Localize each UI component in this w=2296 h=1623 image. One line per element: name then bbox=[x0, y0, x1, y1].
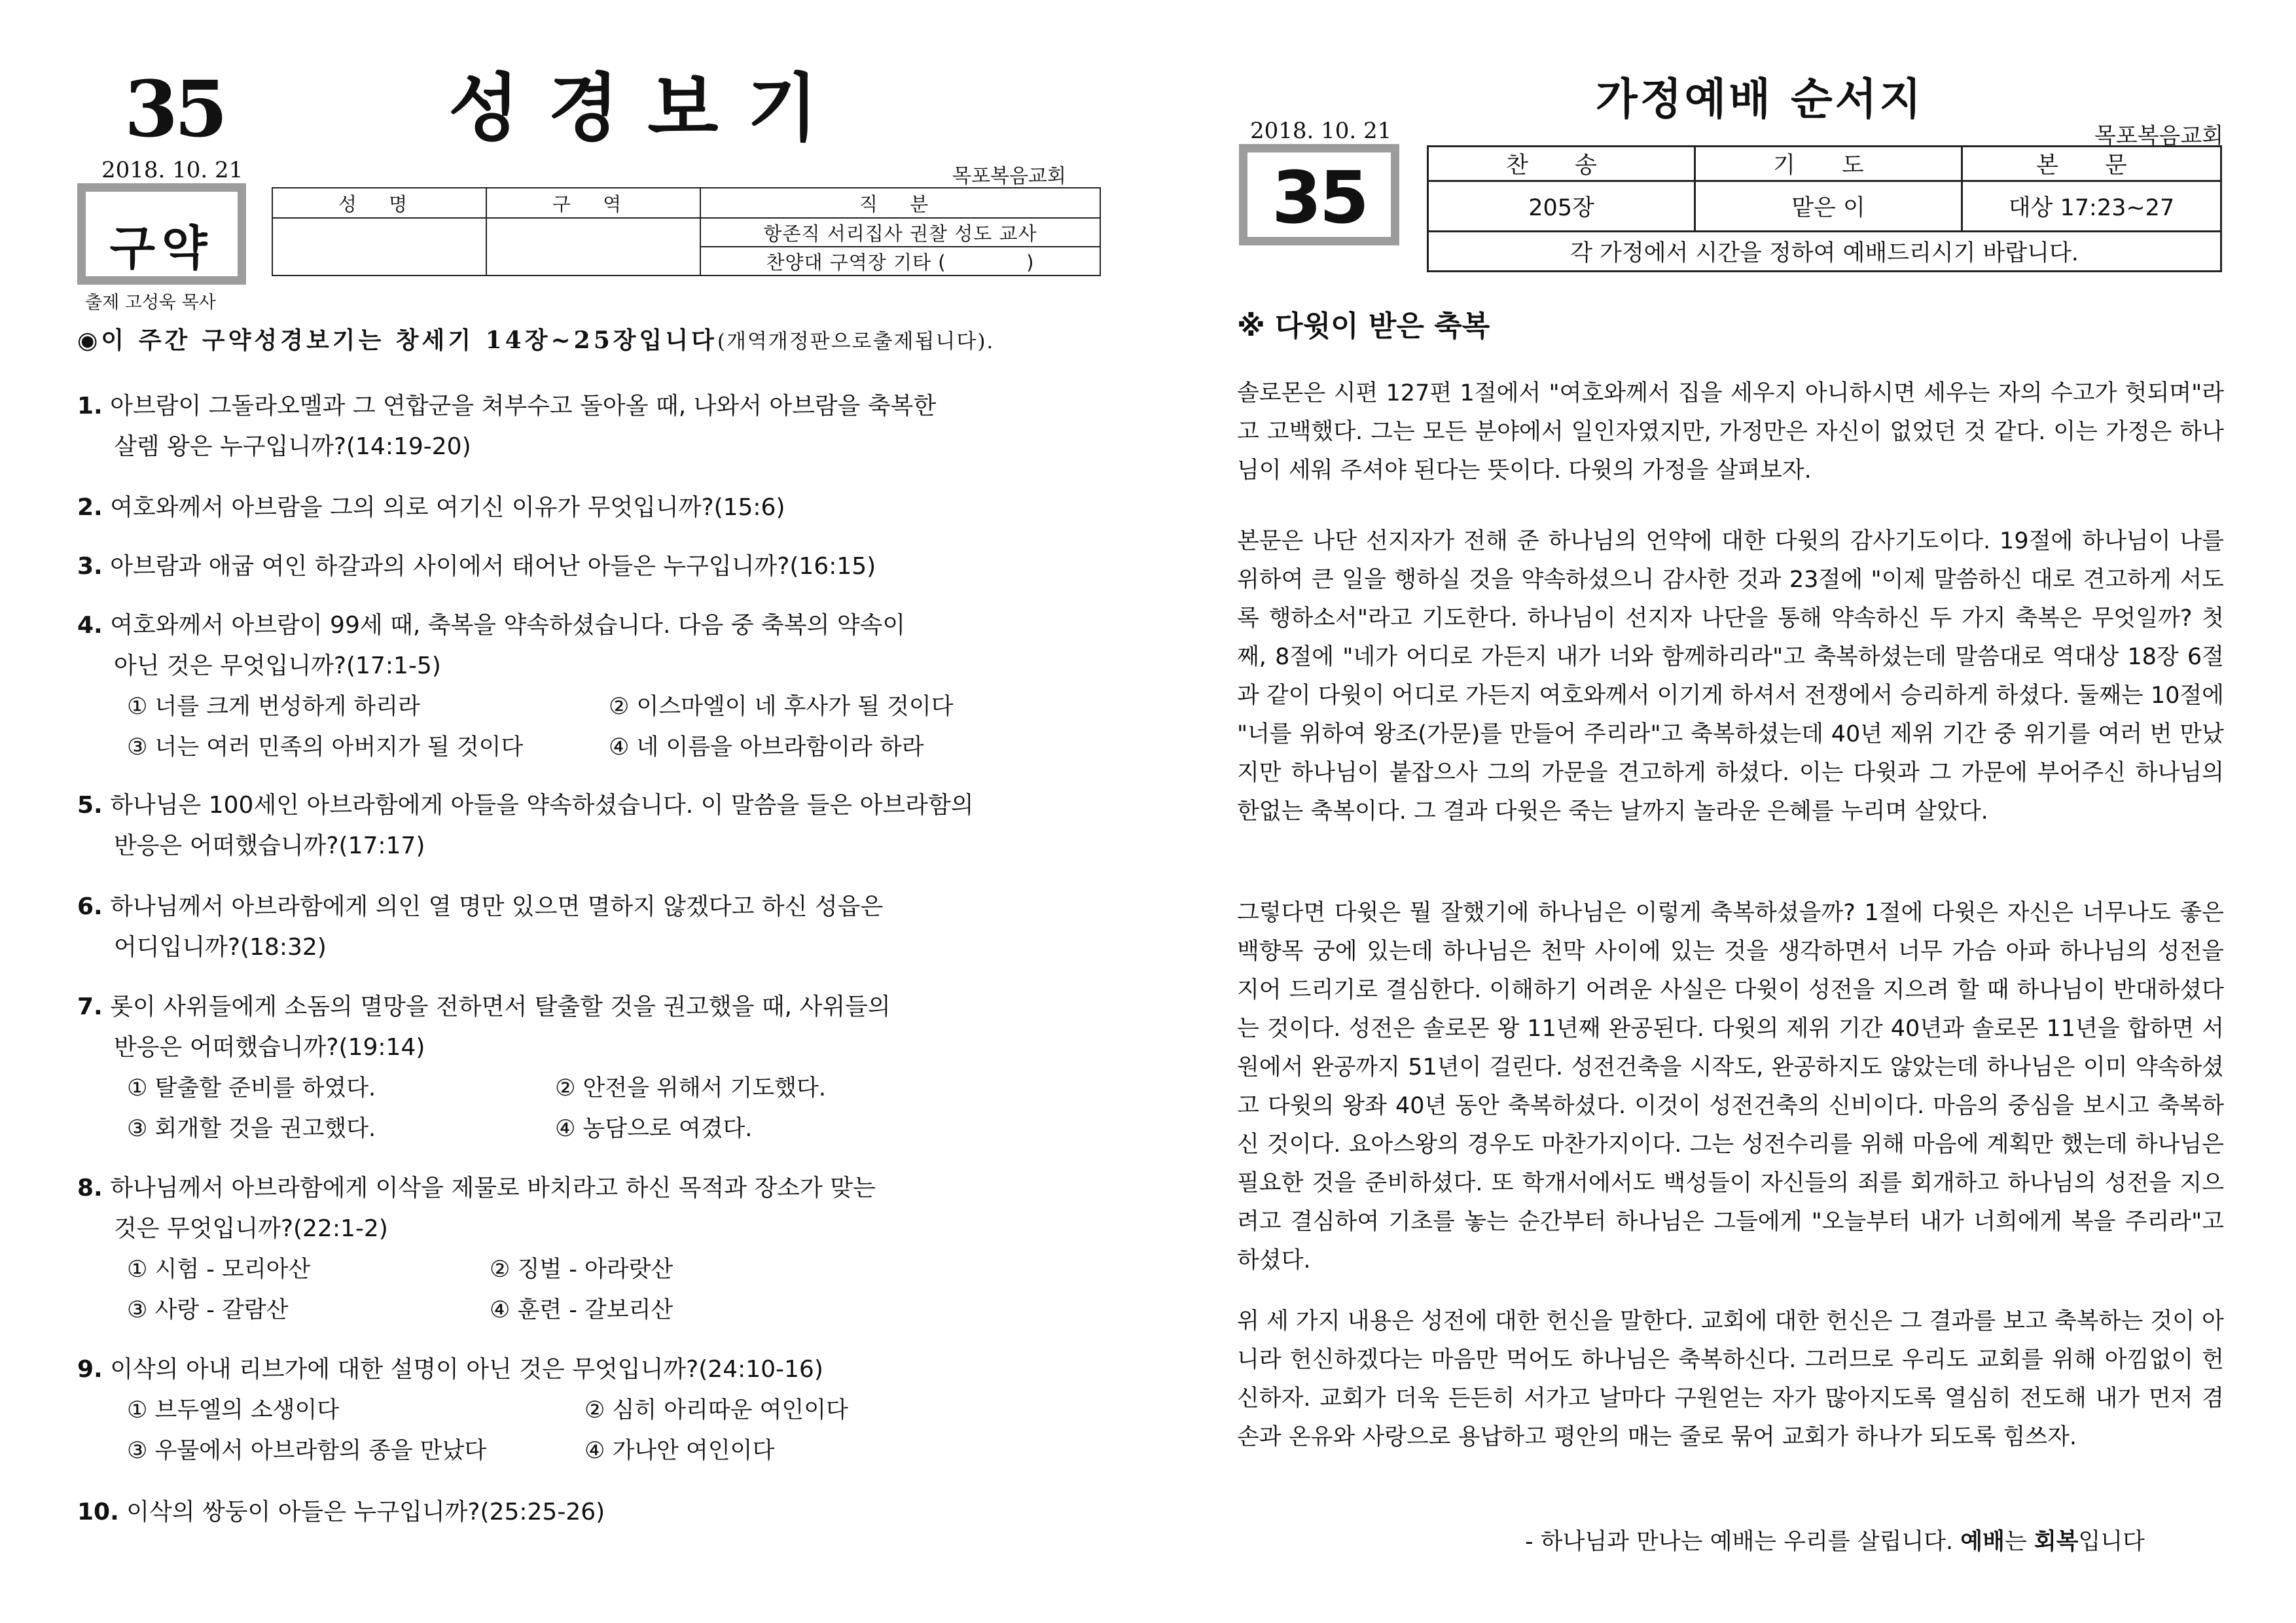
worship-date: 2018. 10. 21 bbox=[1250, 118, 1392, 144]
options-row bbox=[77, 1249, 1111, 1290]
hymn-header: 찬 송 bbox=[1428, 147, 1695, 181]
name-header: 성 명 bbox=[272, 188, 486, 218]
question-item bbox=[77, 546, 1111, 587]
question-text: 하나님께서 아브라함에게 의인 열 명만 있으면 멸하지 않겠다고 하신 성읍은 bbox=[110, 893, 884, 920]
question-text: 롯이 사위들에게 소돔의 멸망을 전하면서 탈출할 것을 권고했을 때, 사위들의 bbox=[110, 993, 891, 1020]
option: ② 심히 아리따운 여인이다 bbox=[584, 1397, 848, 1423]
options-row bbox=[77, 1390, 1111, 1431]
question-number: 5. bbox=[77, 792, 103, 819]
question-item bbox=[77, 987, 1111, 1149]
question-text: 여호와께서 아브람이 99세 때, 축복을 약속하셨습니다. 다음 중 축복의 약속이 bbox=[110, 612, 906, 639]
role-options-line2: 찬양대 구역장 기타 ( ) bbox=[700, 247, 1100, 276]
page-title: 성경보기 bbox=[448, 65, 847, 151]
closing-text: - 하나님과 만나는 예배는 우리를 살립니다. bbox=[1525, 1529, 1961, 1555]
worship-title: 가정예배 순서지 bbox=[1596, 74, 1924, 124]
intro-line bbox=[77, 322, 994, 355]
role-options-line1: 항존직 서리집사 권찰 성도 교사 bbox=[700, 218, 1100, 247]
option: ① 너를 크게 번성하게 하리라 bbox=[127, 694, 420, 720]
option: ② 징벌 - 아라랏산 bbox=[490, 1257, 673, 1283]
question-text-cont: 반응은 어떠했습니까?(19:14) bbox=[114, 1034, 425, 1061]
options-row bbox=[77, 1431, 1111, 1471]
question-text-cont: 아닌 것은 무엇입니까?(17:1-5) bbox=[114, 652, 441, 679]
question-item bbox=[77, 488, 1111, 528]
church-name: 목포복음교회 bbox=[952, 165, 1066, 188]
issue-number: 35 bbox=[124, 63, 224, 154]
question-text: 이삭의 아내 리브가에 대한 설명이 아닌 것은 무엇입니까?(24:10-16) bbox=[110, 1356, 823, 1383]
issue-number: 35 bbox=[1271, 156, 1367, 240]
question-text-cont: 어디입니까?(18:32) bbox=[114, 934, 327, 961]
question-number: 7. bbox=[77, 993, 103, 1020]
question-text: 하나님께서 아브라함에게 이삭을 제물로 바치라고 하신 목적과 장소가 맞는 bbox=[110, 1175, 876, 1202]
closing-line bbox=[1525, 1524, 2145, 1556]
role-header: 직 분 bbox=[700, 188, 1100, 218]
intro-main: ◉이 주간 구약성경보기는 창세기 14장~25장입니다 bbox=[77, 327, 717, 354]
scripture-value: 대상 17:23~27 bbox=[1962, 181, 2221, 232]
option: ② 이스마엘이 네 후사가 될 것이다 bbox=[609, 694, 954, 720]
question-item bbox=[77, 605, 1111, 768]
option: ④ 훈련 - 갈보리산 bbox=[490, 1297, 673, 1323]
option: ③ 우물에서 아브라함의 종을 만났다 bbox=[127, 1438, 487, 1464]
question-text: 여호와께서 아브람을 그의 의로 여기신 이유가 무엇입니까?(15:6) bbox=[110, 494, 785, 521]
option: ② 안전을 위해서 기도했다. bbox=[555, 1075, 826, 1101]
option: ① 탈출할 준비를 하였다. bbox=[127, 1075, 376, 1101]
sermon-paragraph: 솔로몬은 시편 127편 1절에서 "여호와께서 집을 세우지 아니하시면 세우는 자의 수고가 헛되며"라고 고백했다. 그는 모든 분야에서 일인자였지만, 가정만은 자신이 없었던 것 같다. 이는 가정은 하나님이 세워 주셔야 된다는 뜻이다. 다윗의 가정을 살펴보자. bbox=[1237, 380, 2224, 484]
option: ③ 회개할 것을 권고했다. bbox=[127, 1116, 376, 1142]
question-text-cont: 살렘 왕은 누구입니까?(14:19-20) bbox=[114, 433, 471, 460]
question-number: 2. bbox=[77, 494, 103, 521]
question-item bbox=[77, 1168, 1111, 1330]
question-text: 아브람이 그돌라오멜과 그 연합군을 쳐부수고 돌아올 때, 나와서 아브람을 축복한 bbox=[110, 393, 937, 419]
question-number: 9. bbox=[77, 1356, 103, 1383]
church-name: 목포복음교회 bbox=[2094, 123, 2224, 149]
options-row bbox=[77, 1109, 1111, 1149]
question-text-cont: 것은 무엇입니까?(22:1-2) bbox=[114, 1215, 388, 1242]
question-item bbox=[77, 887, 1111, 968]
author-credit: 출제 고성욱 목사 bbox=[85, 293, 216, 313]
options-row bbox=[77, 1290, 1111, 1330]
option: ④ 농담으로 여겼다. bbox=[555, 1116, 753, 1142]
district-header: 구 역 bbox=[486, 188, 700, 218]
testament-badge bbox=[77, 183, 246, 285]
prayer-header: 기 도 bbox=[1695, 147, 1962, 181]
hymn-value: 205장 bbox=[1428, 181, 1695, 232]
option: ④ 네 이름을 아브라함이라 하라 bbox=[609, 734, 924, 760]
sermon-heading: ※ 다윗이 받은 축복 bbox=[1237, 310, 1490, 343]
question-item bbox=[77, 386, 1111, 467]
question-number: 6. bbox=[77, 893, 103, 920]
intro-paren: (개역개정판으로출제됩니다). bbox=[717, 330, 995, 353]
question-text: 이삭의 쌍둥이 아들은 누구입니까?(25:25-26) bbox=[126, 1499, 605, 1525]
scripture-header: 본 문 bbox=[1962, 147, 2221, 181]
question-number: 1. bbox=[77, 393, 103, 419]
option: ① 브두엘의 소생이다 bbox=[127, 1397, 340, 1423]
closing-text: 는 bbox=[2004, 1529, 2034, 1555]
options-row bbox=[77, 687, 1111, 727]
question-item bbox=[77, 1492, 1111, 1533]
question-text: 아브람과 애굽 여인 하갈과의 사이에서 태어난 아들은 누구입니까?(16:15) bbox=[110, 553, 876, 580]
schedule-note: 각 가정에서 시간을 정하여 예배드리시기 바랍니다. bbox=[1428, 232, 2221, 272]
worship-order-table bbox=[1427, 145, 2222, 272]
question-text: 하나님은 100세인 아브라함에게 아들을 약속하셨습니다. 이 말씀을 들은 아브라함의 bbox=[110, 792, 974, 819]
respondent-info-table bbox=[272, 187, 1101, 276]
option: ④ 가나안 여인이다 bbox=[584, 1438, 775, 1464]
option: ③ 사랑 - 갈람산 bbox=[127, 1297, 289, 1323]
sermon-paragraph: 그렇다면 다윗은 뭘 잘했기에 하나님은 이렇게 축복하셨을까? 1절에 다윗은 자신은 너무나도 좋은 백향목 궁에 있는데 하나님은 천막 사이에 있는 것을 생각하면서 너무 가슴 아파 하나님의 성전을 지어 드리기로 결심한다. 이해하기 어려운 사실은 다윗이 성전을 지으려 할 때 하나님이 반대하셨다는 것이다. 성전은 솔로몬 왕 11년째 완공된다. 다윗의 제위 기간 40년과 솔로몬 11년을 합하면 서원에서 완공까지 51년이 걸린다. 성전건축을 시작도, 완공하지도 않았는데 하나님은 이미 약속하셨고 다윗의 왕좌 40년 동안 축복하셨다. 이것이 성전건축의 신비이다. 마음의 중심을 보시고 축복하신 것이다. 요아스왕의 경우도 마찬가지이다. 그는 성전수리를 위해 마음에 계획만 했는데 하나님은 필요한 것을 준비하셨다. 또 학개서에서도 백성들이 자신들의 죄를 회개하고 하나님의 성전을 지으려고 결심하여 기초를 놓는 순간부터 하나님은 그들에게 "오늘부터 내가 너희에게 복을 주리라"고 하셨다. bbox=[1237, 900, 2224, 1274]
sermon-paragraph: 위 세 가지 내용은 성전에 대한 헌신을 말한다. 교회에 대한 헌신은 그 결과를 보고 축복하는 것이 아니라 헌신하겠다는 마음만 먹어도 하나님은 축복하신다. 그러므로 우리도 교회를 위해 아낌없이 헌신하자. 교회가 더욱 든든히 서가고 날마다 구원얻는 자가 많아지도록 열심히 전도해 내가 먼저 겸손과 온유와 사랑으로 용납하고 평안의 매는 줄로 묶어 교회가 하나가 되도록 힘쓰자. bbox=[1237, 1308, 2224, 1450]
name-field[interactable] bbox=[272, 218, 486, 276]
closing-text: 입니다 bbox=[2078, 1529, 2145, 1555]
options-row bbox=[77, 1068, 1111, 1109]
prayer-value: 맡은 이 bbox=[1695, 181, 1962, 232]
question-number: 8. bbox=[77, 1175, 103, 1202]
question-text-cont: 반응은 어떠했습니까?(17:17) bbox=[114, 832, 425, 859]
issue-number-badge bbox=[1239, 144, 1399, 245]
option: ① 시험 - 모리아산 bbox=[127, 1257, 311, 1283]
district-field[interactable] bbox=[486, 218, 700, 276]
question-item bbox=[77, 785, 1111, 866]
question-item bbox=[77, 1349, 1111, 1471]
options-row bbox=[77, 727, 1111, 768]
question-number: 4. bbox=[77, 612, 103, 639]
testament-label: 구약 bbox=[109, 221, 214, 276]
closing-bold-restoration: 회복 bbox=[2034, 1529, 2079, 1555]
question-number: 10. bbox=[77, 1499, 119, 1525]
sermon-paragraph: 본문은 나단 선지자가 전해 준 하나님의 언약에 대한 다윗의 감사기도이다. 19절에 하나님이 나를 위하여 큰 일을 행하실 것을 약속하셨으니 감사한 것과 23절에 "이제 말씀하신 대로 견고하게 서도록 행하소서"라고 기도한다. 하나님이 선지자 나단을 통해 약속하신 두 가지 축복은 무엇일까? 첫째, 8절에 "네가 어디로 가든지 내가 너와 함께하리라"고 축복하셨는데 말씀대로 역대상 18장 6절과 같이 다윗이 어디로 가든지 여호와께서 이기게 하셔서 전쟁에서 승리하게 하셨다. 둘째는 10절에 "너를 위하여 왕조(가문)를 만들어 주리라"고 축복하셨는데 40년 제위 기간 중 위기를 여러 번 만났지만 하나님이 붙잡으사 그의 가문을 견고하게 하셨다. 이는 다윗과 그 가문에 부어주신 하나님의 한없는 축복이다. 그 결과 다윗은 죽는 날까지 놀라운 은혜를 누리며 살았다. bbox=[1237, 528, 2224, 825]
closing-bold-worship: 예배 bbox=[1960, 1529, 2005, 1555]
option: ③ 너는 여러 민족의 아버지가 될 것이다 bbox=[127, 734, 524, 760]
issue-date: 2018. 10. 21 bbox=[101, 157, 243, 183]
question-number: 3. bbox=[77, 553, 103, 580]
